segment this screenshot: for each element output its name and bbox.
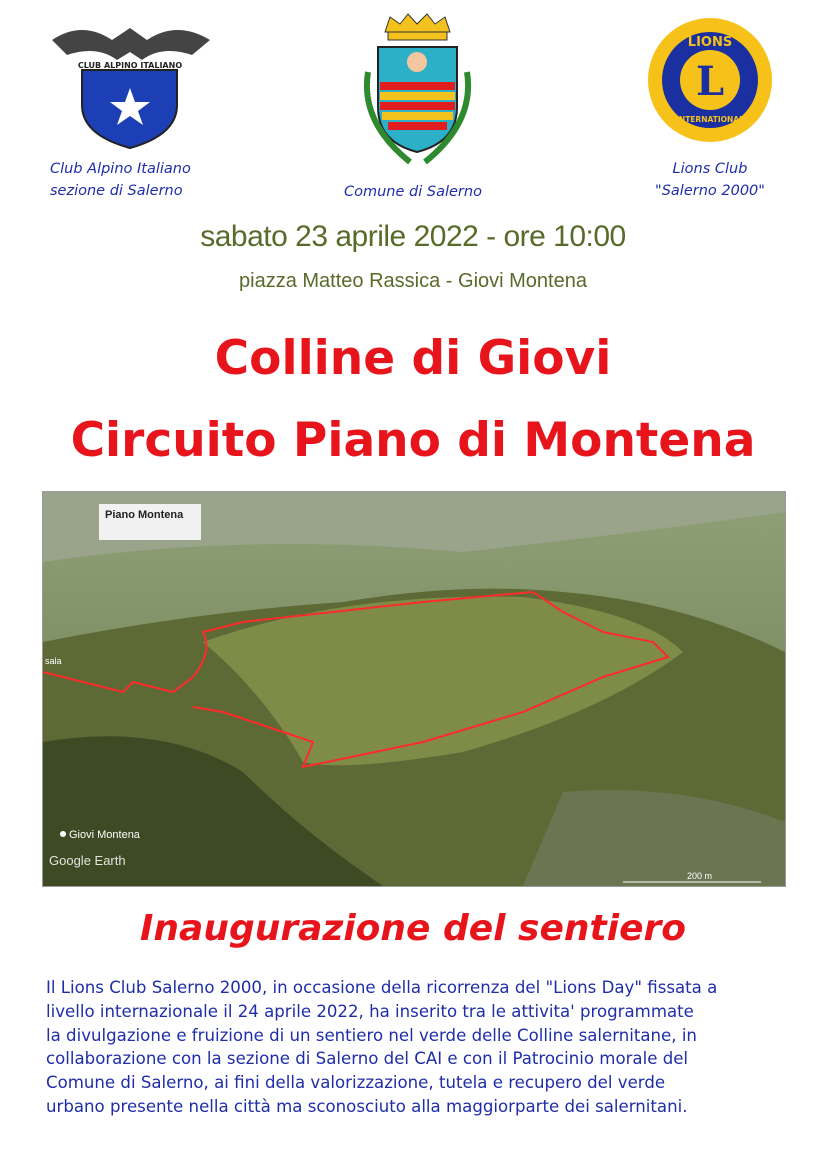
lions-caption — [646, 158, 774, 202]
description-line: collaborazione con la sezione di Salerno del CAI e con il Patrocinio morale del — [46, 1049, 689, 1069]
map-left-label: sala — [45, 656, 62, 666]
cai-caption-line1: Club Alpino Italiano — [50, 161, 191, 177]
description — [46, 976, 786, 1119]
description-line: urbano presente nella città ma sconosciuto alla maggiorparte dei salernitani. — [46, 1096, 688, 1116]
map-scale: 200 m — [687, 871, 713, 881]
event-place: piazza Matteo Rassica - Giovi Montena — [239, 270, 587, 292]
lions-emblem-bottom: INTERNATIONAL — [676, 115, 744, 124]
map-watermark: Google Earth — [49, 853, 126, 868]
aerial-map-image — [42, 491, 786, 887]
description-line: Il Lions Club Salerno 2000, in occasione della ricorrenza del "Lions Day" fissata a — [46, 978, 718, 997]
lions-emblem-letter: L — [695, 58, 725, 105]
cai-caption-line2: sezione di Salerno — [50, 183, 183, 199]
lions-caption-line2: "Salerno 2000" — [655, 183, 765, 199]
lions-caption-line1: Lions Club — [672, 161, 748, 177]
cai-emblem-text: CLUB ALPINO ITALIANO — [77, 61, 183, 70]
description-line: livello internazionale il 24 aprile 2022, ha inserito tra le attivita' programmate — [46, 1001, 694, 1021]
comune-caption: Comune di Salerno — [344, 184, 482, 200]
lions-logo — [640, 10, 780, 150]
lions-emblem-top: LIONS — [687, 35, 733, 50]
comune-crest — [350, 12, 485, 172]
subtitle: Inaugurazione del sentiero — [140, 908, 686, 949]
cai-logo — [42, 10, 217, 150]
description-line: la divulgazione e fruizione di un sentiero nel verde delle Colline salernitane, in — [46, 1025, 697, 1045]
map-town-label: Giovi Montena — [69, 829, 140, 841]
event-date: sabato 23 aprile 2022 - ore 10:00 — [200, 220, 626, 253]
map-label-box: Piano Montena — [105, 509, 184, 521]
title-line2: Circuito Piano di Montena — [70, 413, 756, 468]
description-line: Comune di Salerno, ai fini della valorizzazione, tutela e recupero del verde — [46, 1073, 666, 1093]
title-line1: Colline di Giovi — [214, 331, 612, 386]
cai-caption — [50, 158, 191, 202]
